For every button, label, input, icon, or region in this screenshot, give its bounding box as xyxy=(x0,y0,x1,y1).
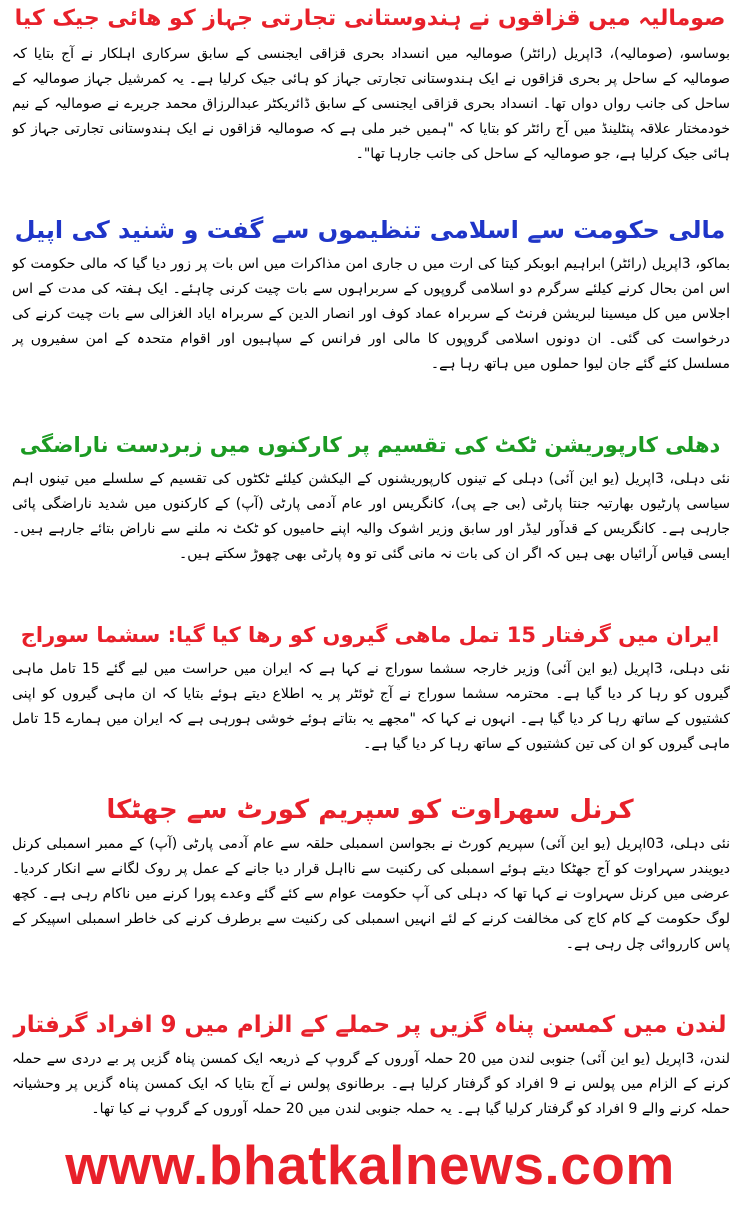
article-body: نئی دہلی، 03اپریل (یو این آئی) سپریم کورٹ نے بجواسن اسمبلی حلقہ سے عام آدمی پارٹی (آپ) کے ممبر اسمبلی کرنل دیویندر سہراوت کو آج جھٹکا دیتے ہوئے اسمبلی کی رکنیت سے نااہل قرار دیا جانے کے عمل پر روک لگانے سے انکار کردیا۔ عرضی میں کرنل سہراوت نے کہا تھا کہ دہلی کی آپ حکومت عوام سے کئے گئے وعدے پورا کرنے میں ناکام رہی ہے۔ کچھ لوگ حکومت کے کام کاج کی مخالفت کرنے کے لئے انہیں اسمبلی کی رکنیت سے برطرف کرنے کی خاطر اسمبلی اسپیکر کے پاس کارروائی چل رہی ہے۔ xyxy=(12,836,730,952)
article-somalia xyxy=(0,4,740,192)
article-delhi-corporation xyxy=(0,425,740,617)
article-london xyxy=(0,1005,740,1125)
article-body: نئی دہلی، 3اپریل (یو این آئی) وزیر خارجہ سشما سوراج نے کہا ہے کہ ایران میں حراست میں لیے گئے 15 تامل ماہی گیروں کو رہا کر دیا گیا ہے۔ محترمہ سشما سوراج نے آج ٹوئٹر پر یہ اطلاع دیتے ہوئے بتایا کہ ان ماہی گیروں کو اپنی کشتیوں کے ساتھ رہا کر دیا گیا ہے۔ انہوں نے کہا کہ "مجھے یہ بتاتے ہوئے خوشی ہورہی ہے کہ ایران میں ہمارے 15 تامل ماہی گیروں کو ان کی تین کشتیوں کے ساتھ رہا کر دیا گیا ہے۔ xyxy=(12,661,730,752)
site-url-footer: www.bhatkalnews.com xyxy=(65,1134,675,1196)
article-headline: صومالیہ میں قزاقوں نے ہندوستانی تجارتی جہاز کو ھائی جیک کیا xyxy=(14,6,726,31)
article-body: نئی دہلی، 3اپریل (یو این آئی) دہلی کے تینوں کارپوریشنوں کے الیکشن کیلئے ٹکٹوں کی تقسیم کے سلسلے میں تینوں اہم سیاسی پارٹیوں بھارتیہ جنتا پارٹی (بی جے پی)، کانگریس اور عام آدمی پارٹی (آپ) کے کارکنوں میں شدید ناراضگی پائی جارہی ہے۔ کانگریس کے قدآور لیڈر اور سابق وزیر اشوک والیہ اپنے حامیوں کو ٹکٹ نہ ملنے سے ناراض بتائے جارہے ہیں۔ ایسی قیاس آرائیاں بھی ہیں کہ اگر ان کی بات نہ مانی گئی تو وہ پارٹی بھی چھوڑ سکتے ہیں۔ xyxy=(12,471,730,562)
article-body: بوساسو، (صومالیہ)، 3اپریل (رائٹر) صومالیہ میں انسداد بحری قزاقی ایجنسی کے سابق سرکاری اہلکار نے آج بتایا کہ صومالیہ کے ساحل پر بحری قزاقوں نے ایک ہندوستانی تجارتی جہاز کو ہائی جیک کرلیا ہے۔ یہ کمرشیل جہاز صومالیہ کے ساحل کی جانب رواں دواں تھا۔ انسداد بحری قزاقی ایجنسی کے سابق ڈائریکٹر عبدالرزاق محمد جریرے نے صومالیہ کے نیم خودمختار علاقہ پنٹلینڈ میں آج رائٹر کو بتایا کہ "ہمیں خبر ملی ہے کہ صومالیہ قزاقوں نے ایک ہندوستانی تجارتی جہاز کو ہائی جیک کرلیا ہے، جو صومالیہ کے ساحل کی جانب جارہا تھا"۔ xyxy=(12,46,730,162)
article-headline: لندن میں کمسن پناہ گزیں پر حملے کے الزام میں 9 افراد گرفتار xyxy=(13,1012,727,1038)
article-body: بماکو، 3اپریل (رائٹر) ابراہیم ابوبکر کیتا کی ارت میں ں جاری امن مذاکرات میں اس بات پر زور دیا گیا کہ مالی حکومت کو اس امن بحال کرنے کیلئے سرگرم دو اسلامی گروپوں کے سربراہوں سے بات چیت کرنی چاہئے۔ ایک ہفتہ کی مدت کے اس اجلاس میں کل میسینا لبریشن فرنٹ کے سربراہ عماد کوف اور انصار الدین کے سربراہ ایاد الغزالی سے بات چیت کرنے کی درخواست کی گئی۔ ان دونوں اسلامی گروپوں کا مالی اور فرانس کے سپاہیوں اور اقوام متحدہ کے امن سفیروں پر مسلسل کئے گئے جان لیوا حملوں میں ہاتھ رہا ہے۔ xyxy=(12,256,730,372)
article-body: لندن، 3اپریل (یو این آئی) جنوبی لندن میں 20 حملہ آوروں کے گروپ کے ذریعہ ایک کمسن پناہ گزیں پر بے دردی سے حملہ کرنے کے الزام میں پولس نے 9 افراد کو گرفتار کرلیا ہے۔ برطانوی پولس نے آج بتایا کہ ایک کمسن پناہ گزیں پر وحشیانہ حملہ کرنے والے 9 افراد کو گرفتار کرلیا گیا ہے۔ یہ حملہ جنوبی لندن میں 20 حملہ آوروں کے گروپ نے کیا تھا۔ xyxy=(12,1051,730,1117)
article-headline: مالی حکومت سے اسلامی تنظیموں سے گفت و شنید کی اپیل xyxy=(14,216,726,244)
article-sehrawat xyxy=(0,790,740,982)
article-headline: ایران میں گرفتار 15 تمل ماھی گیروں کو رھا کیا گیا: سشما سوراج xyxy=(20,623,720,647)
article-iran-fishermen xyxy=(0,615,740,757)
article-headline: کرنل سھراوت کو سپریم کورٹ سے جھٹکا xyxy=(106,795,634,825)
article-mali xyxy=(0,210,740,402)
article-headline: دھلی کارپوریشن ٹکٹ کی تقسیم پر کارکنوں میں زبردست ناراضگی xyxy=(19,433,721,457)
